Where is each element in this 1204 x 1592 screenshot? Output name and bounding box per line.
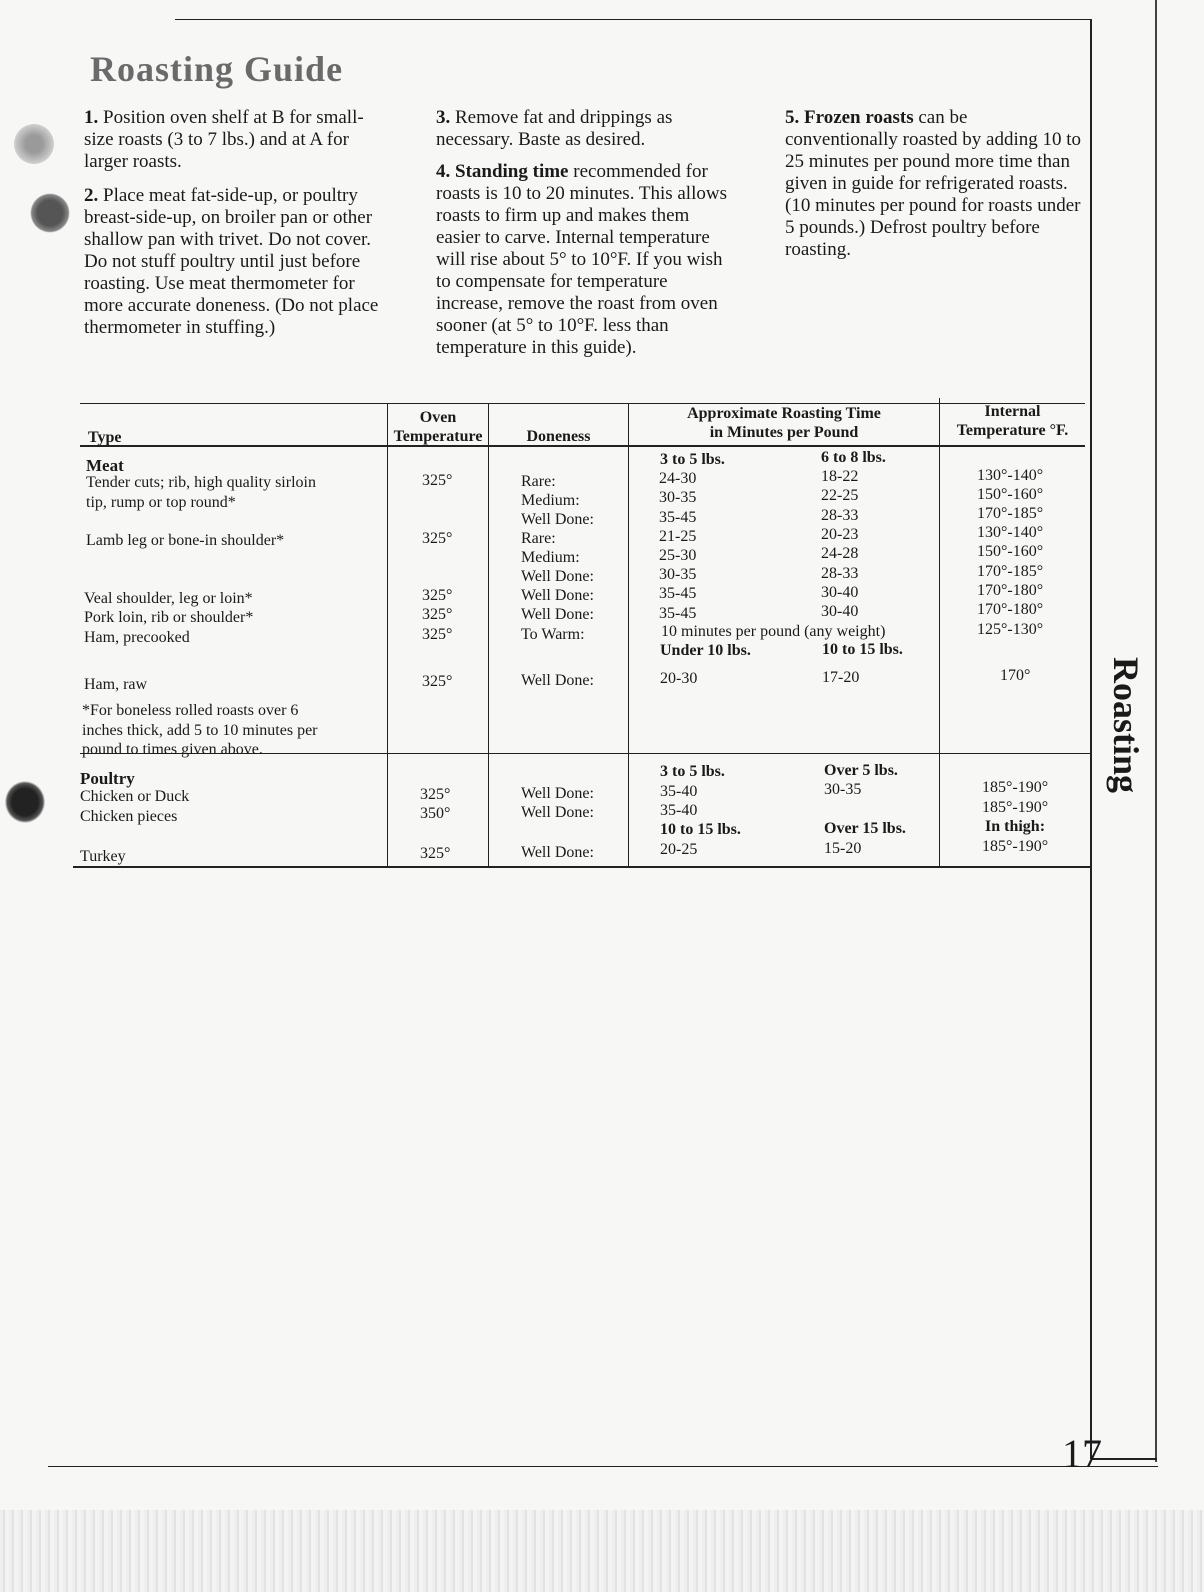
- type-chicken-pieces: Chicken pieces: [80, 808, 178, 825]
- type-tender-2: tip, rump or top round*: [86, 494, 236, 511]
- subhead: Under 10 lbs.: [660, 642, 751, 659]
- step-4: 4. Standing time recommended for roasts is 10 to 20 minutes. This allows roasts to firm up and makes them easier to carve. Internal temperature will rise about 5° to 10°F. If you wish to compensate for temperature increase, remove the roast from oven sooner (at 5° to 10°F. less than temperature in this guide).: [436, 161, 727, 358]
- type-ham-raw: Ham, raw: [84, 676, 148, 693]
- header-time-2: in Minutes per Pound: [709, 424, 859, 441]
- subhead-in-thigh: In thigh:: [985, 818, 1046, 835]
- subhead: Over 15 lbs.: [824, 820, 906, 837]
- type-veal: Veal shoulder, leg or loin*: [84, 590, 253, 607]
- step-1: 1. Position oven shelf at B for small-size roasts (3 to 7 lbs.) and at A for larger roasts.: [84, 107, 364, 172]
- type-tender-1: Tender cuts; rib, high quality sirloin: [86, 474, 316, 491]
- instructions-col-3: [785, 107, 1085, 271]
- instructions-col-1: [84, 107, 384, 349]
- type-ham-precooked: Ham, precooked: [84, 629, 190, 646]
- footnote-3: pound to times given above.: [82, 741, 263, 758]
- subhead: 10 to 15 lbs.: [660, 821, 741, 838]
- step-5: 5. Frozen roasts can be conventionally roasted by adding 10 to 25 minutes per pound more time than given in guide for refrigerated roasts. (10 minutes per pound for roasts under 5 pounds.) Defrost poultry before roasting.: [785, 107, 1082, 260]
- scan-noise-bottom: [0, 1510, 1204, 1592]
- header-oven-2: Temperature: [393, 428, 483, 445]
- page-title: Roasting Guide: [90, 49, 344, 89]
- footnote-1: *For boneless rolled roasts over 6: [82, 702, 299, 719]
- step-3: 3. Remove fat and drippings as necessary. Baste as desired.: [436, 107, 673, 150]
- section-meat: Meat: [86, 456, 124, 475]
- section-poultry: Poultry: [80, 769, 135, 788]
- subhead: Over 5 lbs.: [824, 762, 898, 779]
- type-lamb: Lamb leg or bone-in shoulder*: [86, 532, 285, 549]
- subhead: 3 to 5 lbs.: [660, 451, 725, 468]
- type-chicken: Chicken or Duck: [80, 788, 190, 805]
- header-doneness: Doneness: [526, 428, 591, 445]
- subhead: 10 to 15 lbs.: [822, 641, 903, 658]
- binder-hole: [2, 778, 48, 826]
- binder-hole: [14, 124, 54, 164]
- subhead: 3 to 5 lbs.: [660, 763, 725, 780]
- section-tab: [1096, 656, 1156, 794]
- type-pork: Pork loin, rib or shoulder*: [84, 609, 254, 626]
- header-time-1: Approximate Roasting Time: [687, 405, 881, 422]
- subhead: 6 to 8 lbs.: [821, 449, 886, 466]
- binder-hole: [30, 193, 70, 233]
- header-internal-1: Internal: [984, 403, 1041, 420]
- page-number: 17: [1062, 1431, 1102, 1476]
- section-tab-label: Roasting: [1106, 656, 1146, 794]
- header-oven-1: Oven: [419, 409, 457, 426]
- step-2: 2. Place meat fat-side-up, or poultry breast-side-up, on broiler pan or other shallow pan with trivet. Do not cover. Do not stuff poultry until just before roasting. Use meat thermometer for more accurate doneness. (Do not place thermometer in stuffing.): [84, 185, 379, 338]
- header-internal-2: Temperature °F.: [956, 422, 1069, 439]
- footnote-2: inches thick, add 5 to 10 minutes per: [82, 722, 318, 739]
- instructions-col-2: [436, 107, 736, 369]
- type-turkey: Turkey: [80, 848, 126, 865]
- header-type: Type: [88, 429, 122, 446]
